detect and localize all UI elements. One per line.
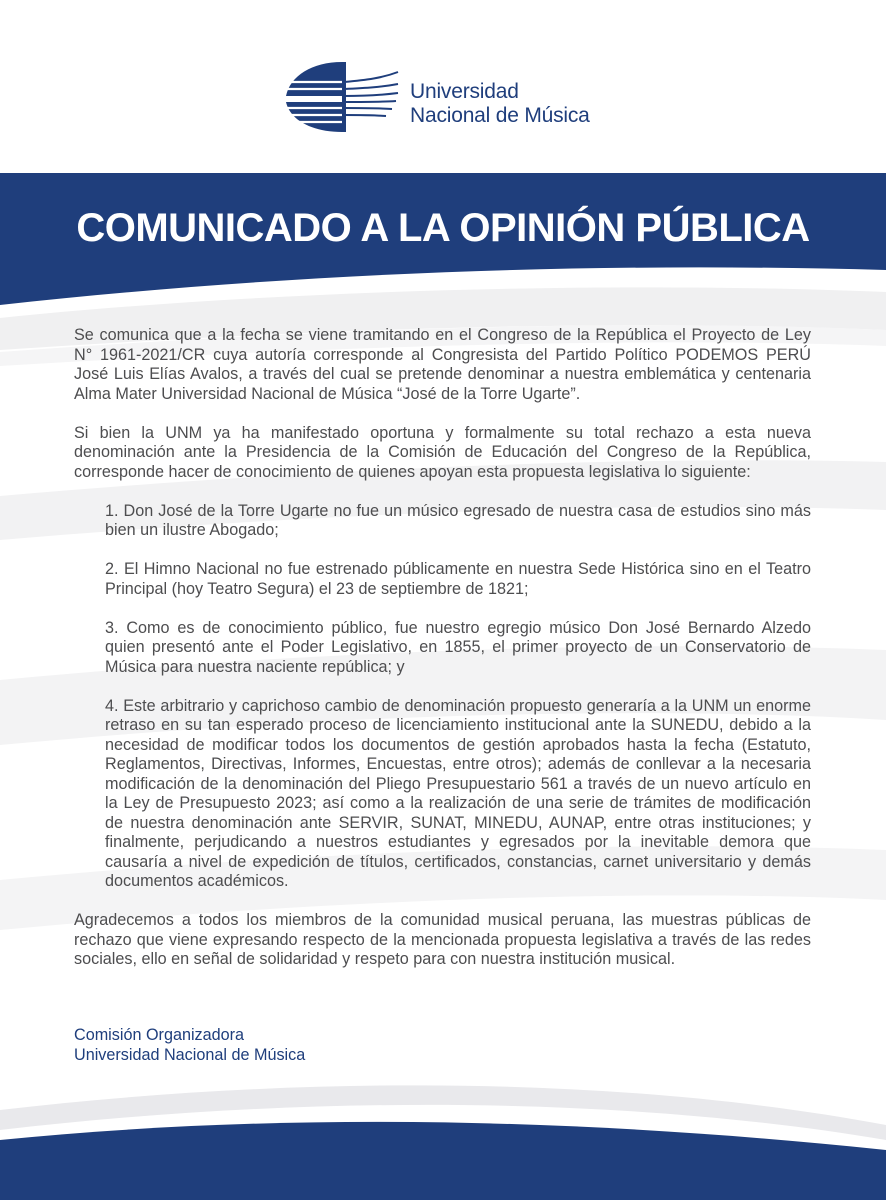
logo-line-1: Universidad bbox=[410, 80, 519, 103]
paragraph-context: Si bien la UNM ya ha manifestado oportuna y formalmente su total rechazo a esta nueva denominación ante la Presidencia de la Comisión de Educación del Congreso de la República, corresponde hacer de conocimiento de quienes apoyan esta propuesta legislativa lo siguiente: bbox=[74, 423, 811, 481]
list-item-3: 3. Como es de conocimiento público, fue nuestro egregio músico Don José Bernardo Alzedo quien presentó ante el Poder Legislativo, en 1855, el primer proyecto de un Conservatorio de Música para nuestra naciente república; y bbox=[105, 618, 811, 676]
signature-line-1: Comisión Organizadora bbox=[74, 1026, 245, 1044]
signature-line-2: Universidad Nacional de Música bbox=[74, 1045, 306, 1064]
paragraph-intro: Se comunica que a la fecha se viene tramitando en el Congreso de la República el Proyecto de Ley N° 1961-2021/CR cuya autoría corresponde al Congresista del Partido Político PODEMOS PERÚ José Luis Elías Avalos, a través del cual se pretende denominar a nuestra emblemática y centenaria Alma Mater Universidad Nacional de Música “José de la Torre Ugarte”. bbox=[74, 326, 811, 403]
university-logo bbox=[282, 58, 622, 138]
logo-emblem-icon bbox=[282, 58, 400, 134]
statement-body bbox=[74, 326, 811, 989]
list-item-2: 2. El Himno Nacional no fue estrenado públicamente en nuestra Sede Histórica sino en el Teatro Principal (hoy Teatro Segura) el 23 de septiembre de 1821; bbox=[105, 560, 811, 598]
paragraph-closing: Agradecemos a todos los miembros de la comunidad musical peruana, las muestras públicas de rechazo que viene expresando respecto de la mencionada propuesta legislativa a través de las redes sociales, ello en señal de solidaridad y respeto para con nuestra institución musical. bbox=[74, 911, 811, 968]
list-item-4: 4. Este arbitrario y caprichoso cambio de denominación propuesto generaría a la UNM un enorme retraso en su tan esperado proceso de licenciamiento institucional ante la SUNEDU, debido a la necesidad de modificar todos los documentos de gestión aprobados hasta la fecha (Estatuto, Reglamentos, Directivas, Informes, Encuestas, entre otros); además de conllevar a la necesaria modificación de la denominación del Pliego Presupuestario 561 a través de un nuevo artículo en la Ley de Presupuesto 2023; así como a la realización de una serie de trámites de modificación de nuestra denominación ante SERVIR, SUNAT, MINEDU, AUNAP, entre otras instituciones; y finalmente, perjudicando a nuestros estudiantes y egresados por la inevitable demora que causaría a nivel de expedición de títulos, certificados, constancias, carnet universitario y demás documentos académicos. bbox=[105, 696, 811, 890]
signature-block bbox=[74, 1026, 305, 1065]
logo-line-2: Nacional de Música bbox=[410, 104, 590, 127]
footer-band bbox=[0, 1122, 886, 1200]
list-item-1: 1. Don José de la Torre Ugarte no fue un músico egresado de nuestra casa de estudios sino más bien un ilustre Abogado; bbox=[105, 501, 811, 539]
page-title: COMUNICADO A LA OPINIÓN PÚBLICA bbox=[76, 206, 810, 250]
logo-wordmark bbox=[410, 80, 590, 128]
